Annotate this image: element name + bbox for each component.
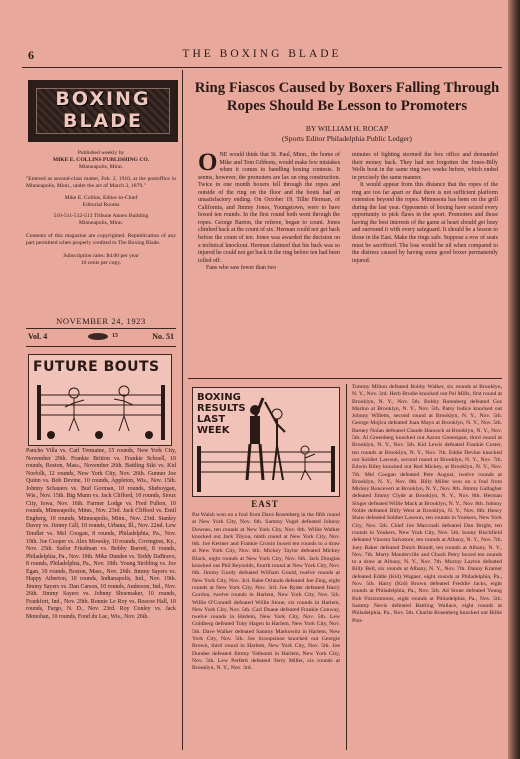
- editor: Mike E. Collins, Editor-in-Chief: [64, 195, 138, 201]
- page-binding-edge: [508, 0, 520, 759]
- editorial-rooms: Editorial Rooms: [82, 202, 120, 208]
- page-header: [22, 48, 502, 64]
- byline-subtitle: (Sports Editor Philadelphia Public Ledger): [282, 134, 412, 143]
- boxing-blade-logo: BOXING BLADE: [28, 80, 178, 142]
- published-line: Published weekly by: [77, 150, 125, 156]
- east-heading: EAST: [251, 499, 279, 509]
- masthead-info: [26, 150, 176, 267]
- publisher-city: Minneapolis, Minn.: [78, 164, 124, 170]
- column-divider-left: [182, 70, 183, 750]
- address: 510-511-512-513 Tribune Annex Building: [53, 213, 149, 219]
- drop-cap: O: [198, 149, 218, 176]
- issue-date: NOVEMBER 24, 1923: [56, 316, 146, 326]
- date-rule: [26, 328, 176, 329]
- subscription-rate: Subscription rates: $4.00 per year: [63, 253, 139, 259]
- article-col2-text: minutes of fighting stormed the box office and demanded their money back. They had not forgotten the Jones-Billy Wells bout in the same ring two weeks before, which ended in precisely the same manner.: [352, 152, 498, 181]
- copyright-notice: Contents of this magazine are copyrighted. Republication of any part permitted when properly credited to The Boxing Blade.: [26, 233, 176, 246]
- results-right-column: Tommy Milton defeated Bobby Walker, six rounds at Brooklyn, N. Y., Nov. 3rd. Herb Brodie knocked out Pal Mills, first round at Brooklyn, N. Y., Nov. 5th. Bobby Rutenberg defeated Gus Marino at Brooklyn, N. Y., Nov. 5th. Patsy Iodice knocked out Johnny Willetts, second round at Brooklyn, N. Y., Nov. 5th. George Mojica defeated Juan Mayo at Brooklyn, N. Y., Nov. 5th. Barney Nolan defeated Claude Hancock at Brooklyn, N. Y., Nov. 5th. Al Greenberg knocked out Aaron Greenspan, third round at Brooklyn, N. Y., Nov. 5th. Kid Lewis defeated Frankie Coster, ten rounds at Brooklyn, N. Y., Nov. 7th. Eddie Devine knocked out Soldier Lawson, second round at Brooklyn, N. Y., Nov. 7th. Edwin Riley knocked out Red Mickey, at Brooklyn, N. Y., Nov. 7th. Mel Coogan defeated Pete August, twelve rounds at Brooklyn, N. Y., Nov. 8th. Billy Miller won on a foul from Mickey Ronceveri at Brooklyn, N. Y., Nov. 8th. Jimmy Gallagher defeated Jimmy Clyde at Brooklyn, N. Y., Nov. 8th. Herman Singer defeated Willie Mack at Brooklyn, N. Y., Nov. 8th. Johnny Noble defeated Billy West at Brooklyn, N. Y., Nov. 8th. Henry Shaw defeated Soldier Lawson, ten rounds in Yonkers, New York City, Nov. 5th. Chief Joe Marcoudi defeated Dan Bright, ten rounds in Yonkers, New York City, Nov. 5th. Sonny Bischfield defeated Vincent Salvatore, ten rounds at Albany, N. Y., Nov. 7th. Joey Baker defeated Dutch Brandt, ten rounds at Albany, N. Y., Nov. 7th. Marty Manderville and Chuck Petry boxed ten rounds to a draw at Albany, N. Y., Nov. 7th. Murray Layton defeated Billy Bell, six rounds at Albany, N. Y., Nov. 7th. Danny Kramer defeated Eddie (Kid) Wagner, eight rounds at Philadelphia, Pa., Nov. 5th. Harry (Kid) Brown defeated Freddie Jacks, eight rounds at Philadelphia, Pa., Nov. 5th. Ad Stone defeated Young Bob Fitzsimmons, eight rounds at Philadelphia, Pa., Nov. 5th. Sammy Nevis defeated Battling Wallace, eight rounds at Philadelphia, Pa., Nov. 5th. Charlie Rosenberg knocked out Billie Pim-: [352, 384, 502, 624]
- volume-line: [26, 332, 176, 344]
- volume-rule: [26, 346, 176, 347]
- article-col2-text-b: It would appear from this distance that the ropes of the ring are too far apart or that there is not sufficient platform extension beyond the ropes. Minnesota has been on the grill during the last year. Opponents of boxing have seized every opportunity to pick flaws in the sport. Promoters and those having the best interests of the game at heart should get busy and surround it with every safeguard. It should be a lesson to those in the East. Make the rings safe. Suppose a row of seats must be sacrificed. The loss would be nil when compared to the distress caused by having some good boxer permanently injured.: [352, 182, 498, 264]
- byline-author: BY WILLIAM H. ROCAP: [305, 124, 389, 133]
- boxing-results-illustration: [192, 387, 340, 497]
- running-title: THE BOXING BLADE: [182, 48, 342, 60]
- future-bouts-title: FUTURE BOUTS: [33, 359, 160, 375]
- future-bouts-text: Pancho Villa vs. Carl Tremaine, 15 rounds, New York City, November 29th. Frankie Britton vs. Frankie Schoell, 10 rounds, Boston, Mass., November 26th. Battling Siki vs. Kid Norfolk, 12 rounds, New York City, Nov. 26th. Gunner Joe Quinn vs. Bob Devine, 10 rounds, Appleton, Wis., Nov. 15th. Johnny Schauers vs. Bud Gorman, 10 rounds, Sheboygan, Wis., Nov. 15th. Big Munn vs. Jack Clifford, 10 rounds, Sioux City, Iowa, Nov. 16th. Farmer Lodge vs. Fred Fulton, 10 rounds, Minneapolis, Minn., Nov. 23rd. Jack Clifford vs. Emil Engberg, 10 rounds, Minneapolis, Minn., Nov. 23rd. Stanley Davey vs. Jimmy Gill, 10 rounds, Urbana, Ill., Nov. 22nd. Lew Tendler vs. Mel Coogan, 8 rounds, Philadelphia, Pa., Nov. 19th. Joe Cooper vs. Alex Mowsky, 10 rounds, Covington, Ky., Nov. 25th. Sailor Friedman vs. Bobby Barrett, 8 rounds, Philadelphia, Pa., Nov. 19th. Mike Dundee vs. Teddy DaBravo, 8 rounds, Philadelphia, Pa., Nov. 19th. Young Stribling vs. Joe Egan, 10 rounds, Boston, Mass., Nov. 26th. Jimmy Sayers vs. Happy Atherton, 10 rounds, Indianapolis, Ind., Nov. 19th. Jimmy Sayers vs. Dan Carson, 10 rounds, Anderson, Ind., Nov. 26th. Jimmy Sayers vs. Johnny Shoemaker, 10 rounds, Frankfort, Ind., Nov. 29th. Ronnie Le Roy vs. Roscoe Hall, 10 rounds, Fargo, N. D., Nov. 23rd. Roy Conley vs. Jack Monohan, 10 rounds, Fond du Lac, Wis., Nov. 26th.: [26, 448, 176, 621]
- future-bouts-illustration: [28, 354, 172, 446]
- referee-boxer-drawing: [193, 388, 339, 496]
- page-number: 6: [28, 48, 34, 62]
- header-rule: [22, 67, 502, 68]
- per-copy-price: 10 cents per copy.: [80, 260, 122, 266]
- volume: Vol. 4: [28, 332, 48, 341]
- article-column-2: [352, 152, 498, 265]
- boxers-drawing: [29, 355, 171, 445]
- issue-mid-number: 15: [112, 333, 118, 339]
- issue-number: No. 51: [152, 332, 174, 341]
- article-col1-end: Fans who saw fewer than two: [206, 265, 277, 272]
- article-column-1: [198, 149, 340, 273]
- article-byline: [192, 124, 502, 144]
- article-bottom-rule: [188, 378, 502, 379]
- article-headline: Ring Fiascos Caused by Boxers Falling Through Ropes Should Be Lesson to Promoters: [194, 80, 500, 114]
- article-col1-text: NE would think that St. Paul, Minn., the home of Mike and Tom Gibbons, would make few mistakes when it comes to handling boxing contests. It seems, however, the promoters are lax on ring construction. Twice in one month boxers fell through the ropes and outside of the ring on the floor and the bouts had an unsatisfactory ending. On October 19, Tillie Herman, of California, and Jimmy Jones, Youngstown, were to have boxed ten rounds. In the first round both went through the ropes. George Barton, the referee, began to count. Jones climbed back at the count of six. Herman could not get back before the count of ten. Jones was awarded the decision on a technical knockout. Herman claimed that his back was so injured he could not get back in the ring before ten had been tolled off.: [198, 152, 340, 264]
- entered-notice: "Entered as second-class matter, Feb. 2, 1910, at the postoffice in Minneapolis, Minn., under the act of March 3, 1879.": [26, 176, 176, 189]
- column-divider-right: [346, 384, 347, 750]
- publisher: MIKE E. COLLINS PUBLISHING CO.: [52, 157, 150, 163]
- east-results-text: Pat Walsh won on a foul from Dave Rosenberg in the fifth round at New York City, Nov. 6th. Sammy Vogel defeated Johnny Downes, ten rounds at New York City, Nov. 6th. Willie Walker knocked out Jack Tilyou, ninth round at New York City, Nov. 6th. Joe Kettner and Frankie Cronin boxed ten rounds to a draw at New York City, Nov. 6th. Mickey Taylor defeated Mickey Black, eight rounds at New York City, Nov. 6th. Jack Douglas knocked out Phil Reynolds, fourth round at New York City, Nov. 6th. Jimmy Gordy defeated William Gould, twelve rounds at New York City, Nov. 3rd. Babe Orlando defeated Joe Zing, eight rounds at New York City, Nov. 3rd. Joe Ryder defeated Harry Gordon, twelve rounds in Harlem, New York City, Nov. 5th. Willie O'Connell defeated Willie Stone, six rounds in Harlem, New York City, Nov. 5th. Carl Duane defeated Frankie Conway, twelve rounds in Harlem, New York City, Nov. 5th. Lew Goldberg defeated Toby Hagen in Harlem, New York City, Nov. 5th. Dave Walker defeated Sammy Markowitz in Harlem, New York City, Nov. 5th. Joe Scoopsinoe knocked out Georgie Brown, third round in Harlem, New York City, Nov. 5th. Joe Dundee defeated Jimmy Valleonti in Harlem, New York City, Nov. 5th. Lew Perfetti defeated Terry Miller, six rounds at Brooklyn, N. Y., Nov. 3rd.: [192, 512, 340, 672]
- glove-ornament-icon: [88, 333, 108, 340]
- results-title: BOXING RESULTS LAST WEEK: [197, 392, 246, 436]
- address-city: Minneapolis, Minn.: [78, 220, 124, 226]
